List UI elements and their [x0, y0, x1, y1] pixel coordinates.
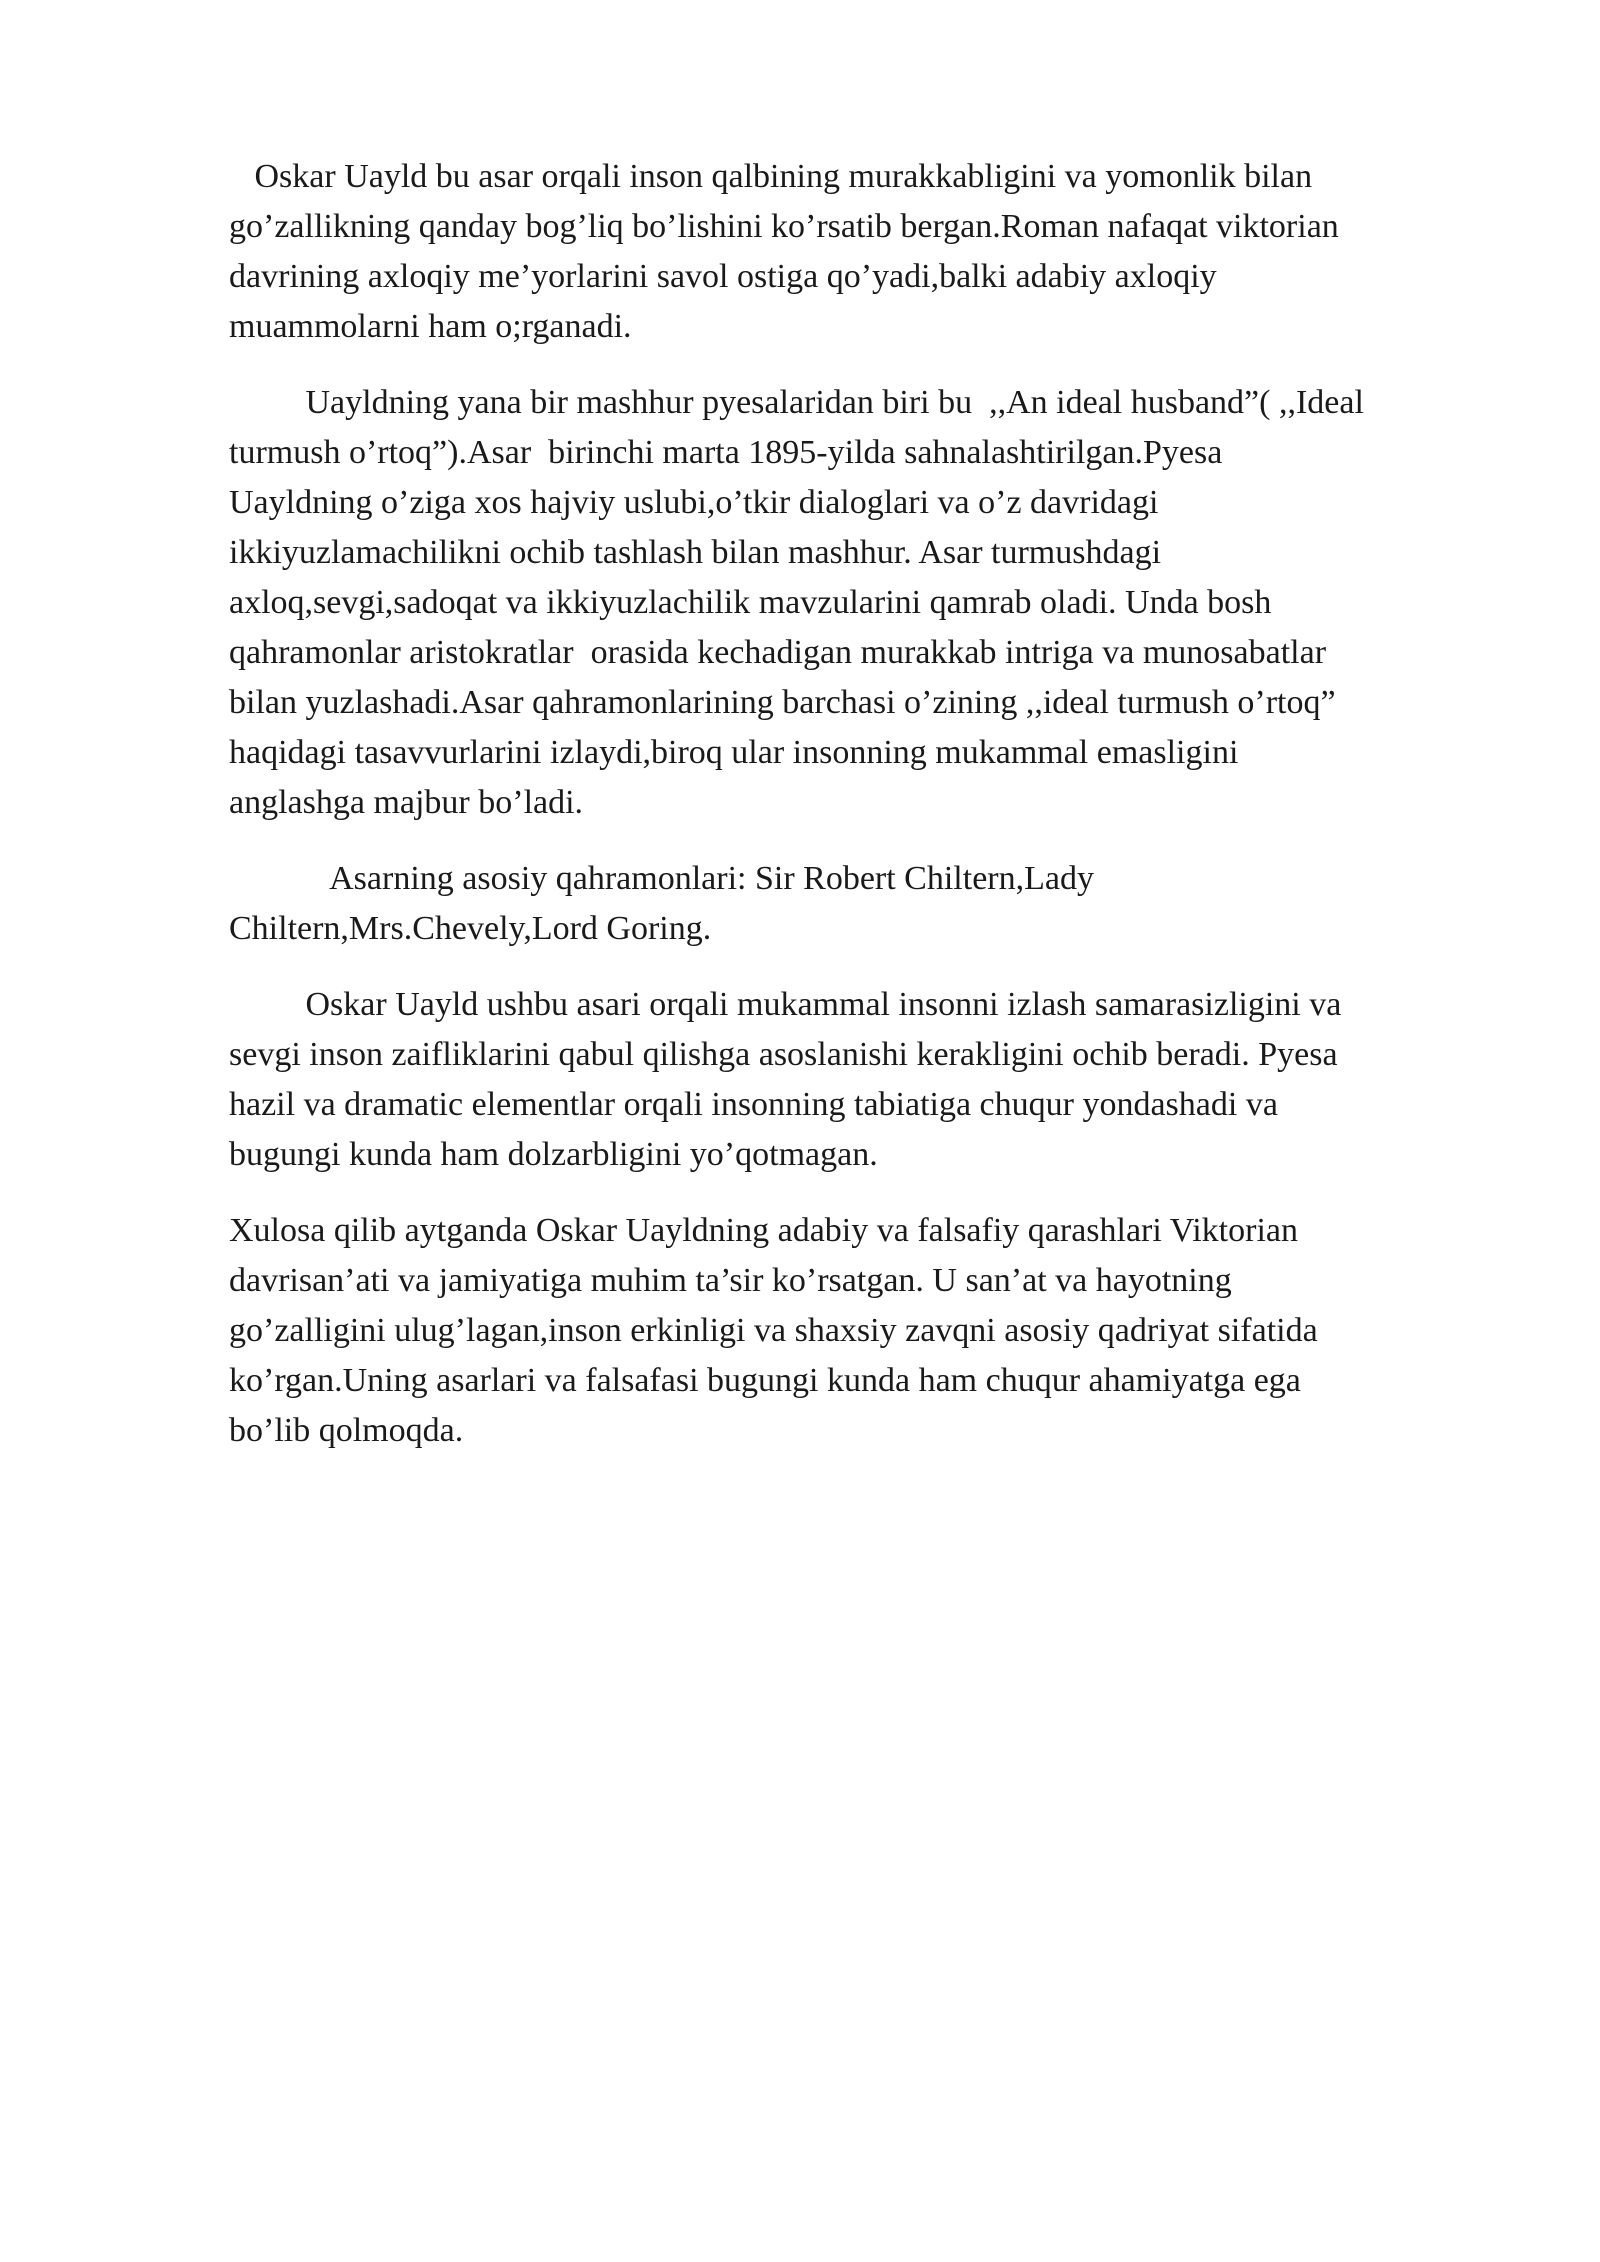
text-line: Oskar Uayld ushbu asari orqali mukammal insonni izlash samarasizligini va — [229, 986, 1342, 1023]
text-line: sevgi inson zaifliklarini qabul qilishga asoslanishi kerakligini ochib beradi. Pyesa — [229, 1036, 1338, 1073]
paragraph-intro — [229, 152, 1509, 352]
text-line: bugungi kunda ham dolzarbligini yo’qotmagan. — [229, 1136, 878, 1173]
text-line: anglashga majbur bo’ladi. — [229, 784, 584, 821]
text-line: davrisan’ati va jamiyatiga muhim ta’sir ko’rsatgan. U san’at va hayotning — [229, 1262, 1232, 1299]
text-line: muammolarni ham o;rganadi. — [229, 308, 632, 345]
text-line: bilan yuzlashadi.Asar qahramonlarining barchasi o’zining ,,ideal turmush o’rtoq” — [229, 684, 1336, 721]
text-line: haqidagi tasavvurlarini izlaydi,biroq ular insonning mukammal emasligini — [229, 734, 1239, 771]
text-line: Chiltern,Mrs.Chevely,Lord Goring. — [229, 910, 712, 947]
text-line: Uayldning yana bir mashhur pyesalaridan biri bu ,,An ideal husband”( ,,Ideal — [229, 384, 1364, 421]
text-line: hazil va dramatic elementlar orqali insonning tabiatiga chuqur yondashadi va — [229, 1086, 1278, 1123]
text-line: Uayldning o’ziga xos hajviy uslubi,o’tkir dialoglari va o’z davridagi — [229, 484, 1159, 521]
text-line: Oskar Uayld bu asar orqali inson qalbining murakkabligini va yomonlik bilan — [229, 158, 1313, 195]
text-line: qahramonlar aristokratlar orasida kechadigan murakkab intriga va munosabatlar — [229, 634, 1327, 671]
text-line: go’zallikning qanday bog’liq bo’lishini ko’rsatib bergan.Roman nafaqat viktorian — [229, 208, 1339, 245]
paragraph-conclusion — [229, 1206, 1509, 1456]
text-line: ko’rgan.Uning asarlari va falsafasi bugungi kunda ham chuqur ahamiyatga ega — [229, 1362, 1301, 1399]
paragraph-theme — [229, 980, 1509, 1180]
text-line: ikkiyuzlamachilikni ochib tashlash bilan mashhur. Asar turmushdagi — [229, 534, 1162, 571]
text-line: axloq,sevgi,sadoqat va ikkiyuzlachilik mavzularini qamrab oladi. Unda bosh — [229, 584, 1272, 621]
text-line: Asarning asosiy qahramonlari: Sir Robert Chiltern,Lady — [229, 860, 1094, 897]
text-line: turmush o’rtoq”).Asar birinchi marta 1895-yilda sahnalashtirilgan.Pyesa — [229, 434, 1223, 471]
text-line: davrining axloqiy me’yorlarini savol ostiga qo’yadi,balki adabiy axloqiy — [229, 258, 1217, 295]
text-line: Xulosa qilib aytganda Oskar Uayldning adabiy va falsafiy qarashlari Viktorian — [229, 1212, 1298, 1249]
paragraph-characters — [229, 854, 1509, 954]
text-line: go’zalligini ulug’lagan,inson erkinligi va shaxsiy zavqni asosiy qadriyat sifatida — [229, 1312, 1318, 1349]
text-line: bo’lib qolmoqda. — [229, 1412, 464, 1449]
paragraph-ideal-husband — [229, 378, 1509, 828]
document-body — [229, 152, 1509, 1482]
